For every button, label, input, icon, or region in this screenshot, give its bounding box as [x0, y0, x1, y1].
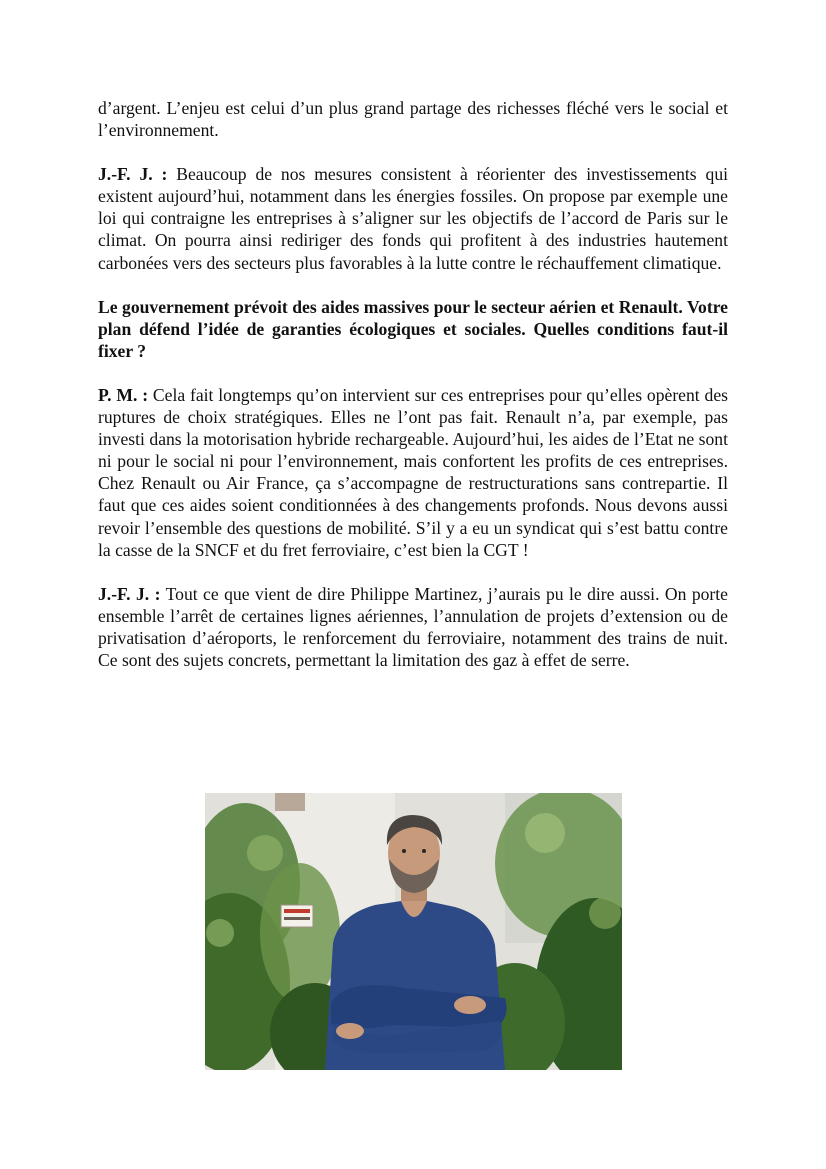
- paragraph-4-text: Cela fait longtemps qu’on intervient sur ces entreprises pour qu’elles opèrent des ruptures de choix stratégiques. Elles ne l’ont pas fait. Renault n’a, par exemple, pas investi dans la motorisation hybride rechargeable. Aujourd’hui, les aides de l’Etat ne sont ni pour le social ni pour l’environnement, mais confortent les profits de ces entreprises. Chez Renault ou Air France, ça s’accompagne de restructurations sans contrepartie. Il faut que ces aides soient conditionnées à des changements profonds. Nous devons aussi revoir l’ensemble des questions de mobilité. S’il y a eu un syndicat qui s’est battu contre la casse de la SNCF et du fret ferroviaire, c’est bien la CGT !: [98, 384, 728, 560]
- brick-patch: [275, 793, 305, 811]
- interview-question: [98, 296, 728, 362]
- article-body: [98, 97, 728, 671]
- speaker-label: J.-F. J. :: [98, 164, 168, 185]
- question-text: Le gouvernement prévoit des aides massives pour le secteur aérien et Renault. Votre plan défend l’idée de garanties écologiques et sociales. Quelles conditions faut-il fixer ?: [98, 296, 728, 361]
- paragraph-1-text: d’argent. L’enjeu est celui d’un plus grand partage des richesses fléché vers le social et l’environnement.: [98, 98, 728, 141]
- paragraph-2-text: Beaucoup de nos mesures consistent à réorienter des investissements qui existent aujourd’hui, notamment dans les énergies fossiles. On propose par exemple une loi qui contraigne les entreprises à s’aligner sur les objectifs de l’accord de Paris sur le climat. On pourra ainsi rediriger des fonds qui profitent à des industries hautement carbonées vers des secteurs plus favorables à la lutte contre le réchauffement climatique.: [98, 164, 729, 273]
- portrait-illustration: [205, 793, 622, 1070]
- speaker-label: J.-F. J. :: [98, 583, 161, 604]
- speaker-label: P. M. :: [98, 384, 149, 405]
- paragraph-5: [98, 583, 728, 671]
- paragraph-5-text: Tout ce que vient de dire Philippe Martinez, j’aurais pu le dire aussi. On porte ensemble l’arrêt de certaines lignes aériennes, l’annulation de projets d’extension ou de privatisation d’aéroports, le renforcement du ferroviaire, notamment des trains de nuit. Ce sont des sujets concrets, permettant la limitation des gaz à effet de serre.: [98, 583, 728, 670]
- paragraph-4: [98, 384, 728, 561]
- sign: [281, 905, 313, 927]
- paragraph-1: [98, 97, 728, 141]
- paragraph-2: [98, 163, 728, 273]
- portrait-photo: [205, 793, 622, 1070]
